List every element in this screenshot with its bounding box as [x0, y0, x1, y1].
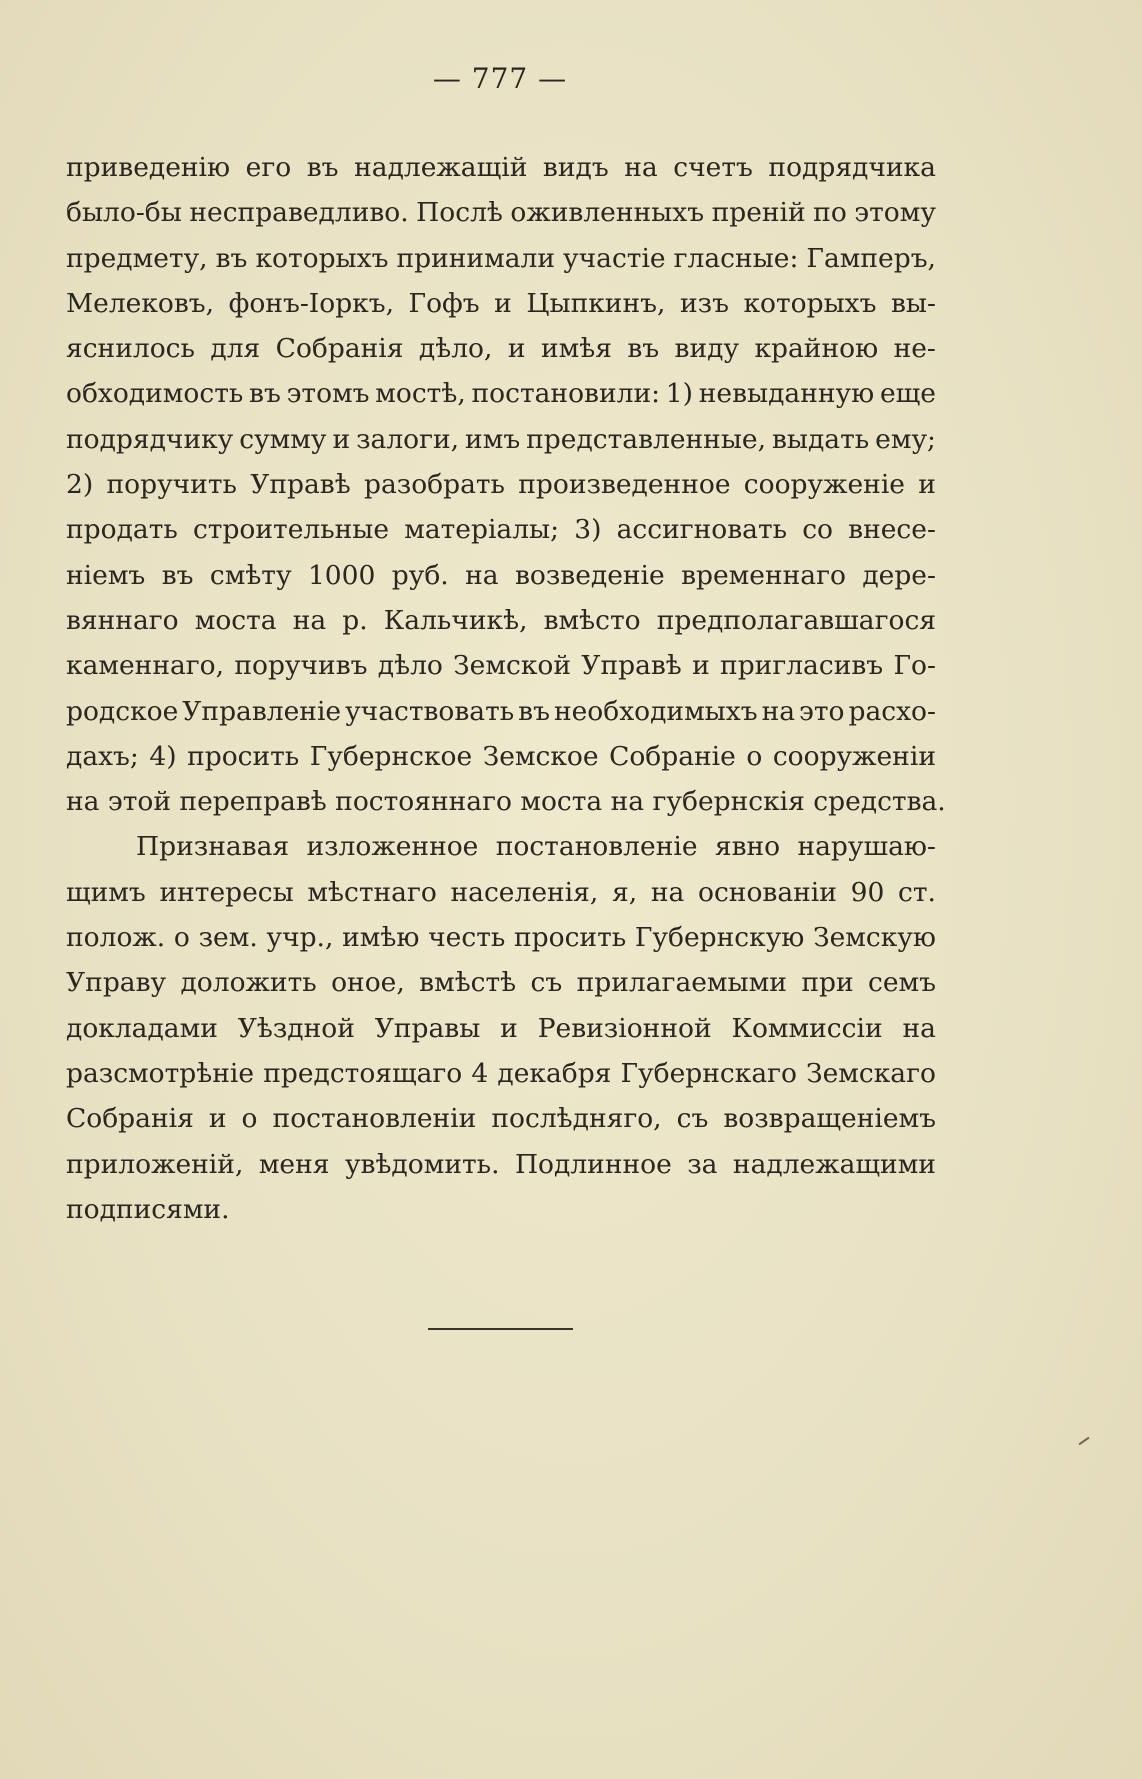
text-line: разсмотрѣніе предстоящаго 4 декабря Губернскаго Земскаго [66, 1057, 936, 1089]
body-text [66, 145, 946, 1232]
text-line: докладами Уѣздной Управы и Ревизіонной Коммиссіи на [66, 1012, 936, 1044]
text-line: подрядчику сумму и залоги, имъ представленные, выдать ему; [66, 423, 936, 455]
text-line: Управу доложить оное, вмѣстѣ съ прилагаемыми при семъ [66, 967, 936, 999]
text-line: на этой переправѣ постояннаго моста на губернскія средства. [66, 786, 946, 818]
text-line: ніемъ въ смѣту 1000 руб. на возведеніе временнаго дере- [66, 559, 936, 591]
text-line: предмету, въ которыхъ принимали участіе гласные: Гамперъ, [66, 242, 936, 274]
page-number: — 777 — [432, 62, 568, 95]
text-line: было-бы несправедливо. Послѣ оживленныхъ преній по этому [66, 197, 936, 229]
text-line: приведенію его въ надлежащій видъ на счетъ подрядчика [66, 152, 936, 183]
text-line: обходимость въ этомъ мостѣ, постановили: 1) невыданную еще [66, 378, 936, 410]
section-divider [428, 1328, 573, 1330]
text-line: подписями. [66, 1193, 230, 1225]
text-line: приложеній, меня увѣдомить. Подлинное за надлежащими [66, 1148, 936, 1180]
text-line: дахъ; 4) просить Губернское Земское Собраніе о сооруженіи [66, 740, 936, 772]
text-line: Собранія и о постановленіи послѣдняго, съ возвращеніемъ [66, 1103, 936, 1135]
text-line: полож. о зем. учр., имѣю честь просить Губернскую Земскую [66, 922, 936, 954]
text-line: вяннаго моста на р. Кальчикѣ, вмѣсто предполагавшагося [66, 604, 936, 636]
text-line: щимъ интересы мѣстнаго населенія, я, на основаніи 90 ст. [66, 876, 936, 908]
text-line: каменнаго, поручивъ дѣло Земской Управѣ и пригласивъ Го- [66, 650, 936, 682]
text-line: 2) поручить Управѣ разобрать произведенное сооруженіе и [66, 469, 936, 501]
text-line: Мелековъ, фонъ-Іоркъ, Гофъ и Цыпкинъ, изъ которыхъ вы- [66, 287, 936, 319]
text-line: продать строительные матеріалы; 3) ассигновать со внесе- [66, 514, 936, 546]
text-line: Признавая изложенное постановленіе явно нарушаю- [136, 831, 936, 863]
margin-mark [1079, 1437, 1090, 1446]
text-line: родское Управленіе участвовать въ необходимыхъ на это расхо- [66, 695, 936, 727]
text-line: яснилось для Собранія дѣло, и имѣя въ виду крайною не- [66, 333, 936, 365]
